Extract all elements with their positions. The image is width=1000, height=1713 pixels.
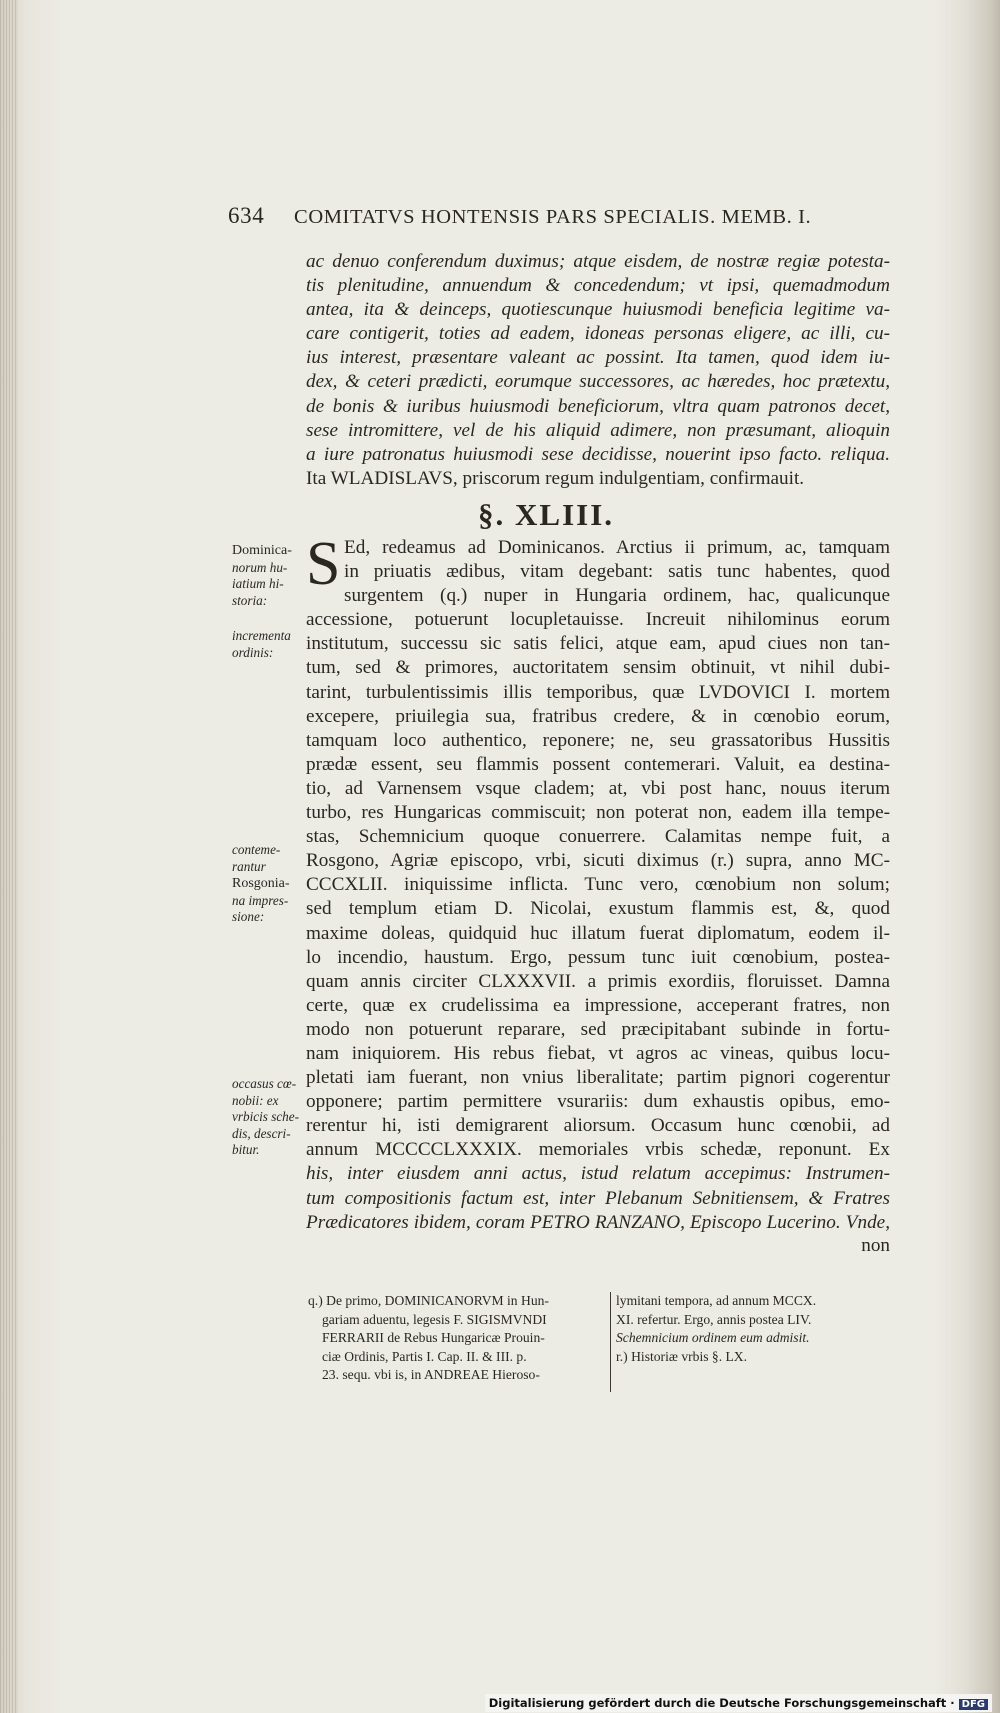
text-line: care contigerit, toties ad eadem, idoneas personas eligere, ac illi, cu-: [306, 323, 890, 345]
intro-paragraph: [306, 250, 890, 491]
text-line: certe, quæ ex crudelissima ea impressione, acceperant fratres, non: [306, 994, 890, 1016]
note-line: sione:: [232, 909, 265, 924]
text-line: tum, sed & primores, auctoritatem sensim obtinuit, vt nihil dubi-: [306, 657, 890, 679]
text-line: surgentem (q.) nuper in Hungaria ordinem, hac, qualicunque: [344, 585, 890, 607]
text-line: rerentur hi, isti demigrarent aliorsum. Occasum hunc cœnobii, ad: [306, 1115, 890, 1137]
note-line: ordinis:: [232, 644, 274, 660]
text-line: sed templum etiam D. Nicolai, exustum flammis est, &, quod: [306, 898, 890, 920]
note-line: dis, descri-: [232, 1125, 291, 1141]
footnote-line: ciæ Ordinis, Partis I. Cap. II. & III. p.: [322, 1348, 527, 1364]
note-line: occasus cœ-: [232, 1076, 297, 1091]
footnote-divider: [610, 1292, 611, 1392]
footnote-line: gariam aduentu, legesis F. SIGISMVNDI: [322, 1311, 547, 1327]
section-heading: §. XLIII.: [478, 497, 615, 532]
footnote-column-left: [308, 1292, 608, 1385]
footnote-line: r.) Historiæ vrbis §. LX.: [616, 1348, 748, 1364]
text-line: Rosgono, Agriæ episcopo, vrbi, sicuti diximus (r.) supra, anno MC-: [306, 850, 890, 872]
text-line: dex, & ceteri prædicti, eorumque successores, ac hæredes, hoc prætextu,: [306, 371, 890, 393]
credit-text: Digitalisierung gefördert durch die Deutsche Forschungsgemeinschaft ·: [488, 1696, 955, 1710]
text-line: pletati iam fuerant, non vnius liberalitate; partim pignori cogerentur: [306, 1067, 890, 1089]
text-line: nam iniquiorem. His rebus fiebat, vt agros ac vineas, quibus locu-: [306, 1042, 890, 1064]
text-line: CCCXLII. iniquissime inflicta. Tunc vero, cœnobium non solum;: [306, 874, 890, 896]
note-line: norum hu-: [232, 559, 288, 575]
note-line: Dominica-: [232, 543, 292, 558]
text-line: ac denuo conferendum duximus; atque eisdem, de nostræ regiæ potesta-: [306, 251, 890, 272]
drop-cap: S: [306, 530, 341, 598]
text-line: antea, ita & deinceps, quotiescunque huiusmodi beneficia legitime va-: [306, 299, 890, 321]
text-line: tamquam loco authentico, reponere; ne, seu grassatoribus Hussitis: [306, 729, 890, 751]
text-line: tum compositionis factum est, inter Plebanum Sebnitiensem, & Fratres: [306, 1187, 890, 1209]
text-line: quam annis circiter CLXXXVII. a primis exordiis, floruisset. Damna: [306, 970, 890, 992]
text-line: institutum, successu sic satis felici, atque eam, apud ciues non tan-: [306, 633, 890, 655]
text-line: sese intromittere, vel de his aliquid adimere, non præsumant, alioquin: [306, 419, 890, 441]
text-line: tis plenitudine, annuendum & concedendum; vt ipsi, quemadmodum: [306, 275, 890, 297]
text-line: stas, Schemnicium quoque conuerrere. Calamitas nempe fuit, a: [306, 826, 890, 848]
text-line: in priuatis ædibus, vitam degebant: satis tunc habentes, quod: [344, 561, 890, 583]
text-line: prædæ essent, seu flammis possent contemerari. Valuit, ea destina-: [306, 753, 890, 775]
text-line: tarint, turbulentissimis illis temporibus, quæ LVDOVICI I. mortem: [306, 681, 890, 703]
footnote-line: XI. refertur. Ergo, annis postea LIV.: [616, 1311, 812, 1327]
dfg-logo: DFG: [959, 1699, 988, 1710]
footnote-line: Schemnicium ordinem eum admisit.: [616, 1330, 810, 1345]
text-line: accessione, potuerunt locupletauisse. Increuit nihilominus eorum: [306, 609, 890, 631]
note-line: Rosgonia-: [232, 876, 290, 891]
text-line: turbo, res Hungaricas commiscuit; non poterat non, eadem illa tempe-: [306, 802, 890, 824]
catchword: non: [861, 1235, 890, 1256]
text-line: lo incendio, haustum. Ergo, pessum tunc iuit cœnobium, postea-: [306, 946, 890, 968]
margin-note-growth: [232, 628, 304, 661]
text-line: a iure patronatus huiusmodi sese decidisse, nouerint ipso facto. reliqua.: [306, 443, 890, 465]
note-line: contemе-: [232, 842, 281, 857]
text-line: maxime doleas, quidquid huc illatum fuerat diplomatum, eodem il-: [306, 922, 890, 944]
footnote-line: 23. sequ. vbi is, in ANDREAE Hieroso-: [322, 1367, 540, 1382]
margin-note-rosgonian: [232, 842, 304, 926]
note-line: incrementa: [232, 628, 291, 643]
margin-note-history: [232, 542, 304, 609]
text-line: de bonis & iuribus huiusmodi beneficiorum, vltra quam patronos decet,: [306, 395, 890, 417]
text-line: tio, ad Varnensem vsque cladem; at, vbi post hanc, nouus iterum: [306, 777, 890, 799]
digitization-credit: [485, 1694, 992, 1712]
note-line: storia:: [232, 592, 268, 608]
margin-note-decline: [232, 1076, 304, 1159]
note-line: bitur.: [232, 1142, 260, 1157]
footnote-line: lymitani tempora, ad annum MCCX.: [616, 1293, 817, 1308]
footnote-line: q.) De primo, DOMINICANORVM in Hun-: [308, 1293, 549, 1308]
note-line: vrbicis sche-: [232, 1109, 300, 1124]
text-line: his, inter eiusdem anni actus, istud relatum accepimus: Instrumen-: [306, 1163, 890, 1185]
note-line: iatium hi-: [232, 576, 284, 591]
running-title: COMITATVS HONTENSIS PARS SPECIALIS. MEMB. I.: [294, 206, 812, 228]
page-number: 634: [228, 203, 265, 228]
text-line: Prædicatores ibidem, coram PETRO RANZANO, Episcopo Lucerino. Vnde,: [306, 1211, 890, 1233]
text-line: Ed, redeamus ad Dominicanos. Arctius ii primum, ac, tamquam: [344, 537, 890, 558]
footnote-line: FERRARII de Rebus Hungaricæ Prouin-: [322, 1330, 545, 1345]
text-line: excepere, priuilegia sua, fratribus credere, & in cœnobio eorum,: [306, 705, 890, 727]
text-line: Ita WLADISLAVS, priscorum regum indulgentiam, confirmauit.: [306, 467, 805, 489]
text-line: opponere; partim permittere vsurariis: dum exhaustis opibus, emo-: [306, 1091, 890, 1113]
footnote-column-right: [616, 1292, 898, 1366]
section-body: [306, 530, 890, 1256]
note-line: na impres-: [232, 892, 289, 908]
running-head: [228, 203, 928, 229]
page-edge: [0, 0, 18, 1713]
note-line: rantur: [232, 858, 266, 874]
text-line: ius interest, præsentare valeant ac possint. Ita tamen, quod idem iu-: [306, 347, 890, 369]
text-line: annum MCCCCLXXXIX. memoriales vrbis schedæ, reponunt. Ex: [306, 1139, 890, 1161]
note-line: nobii: ex: [232, 1092, 279, 1108]
text-line: modo non potuerunt reparare, sed præcipitabant subinde in fortu-: [306, 1018, 890, 1040]
